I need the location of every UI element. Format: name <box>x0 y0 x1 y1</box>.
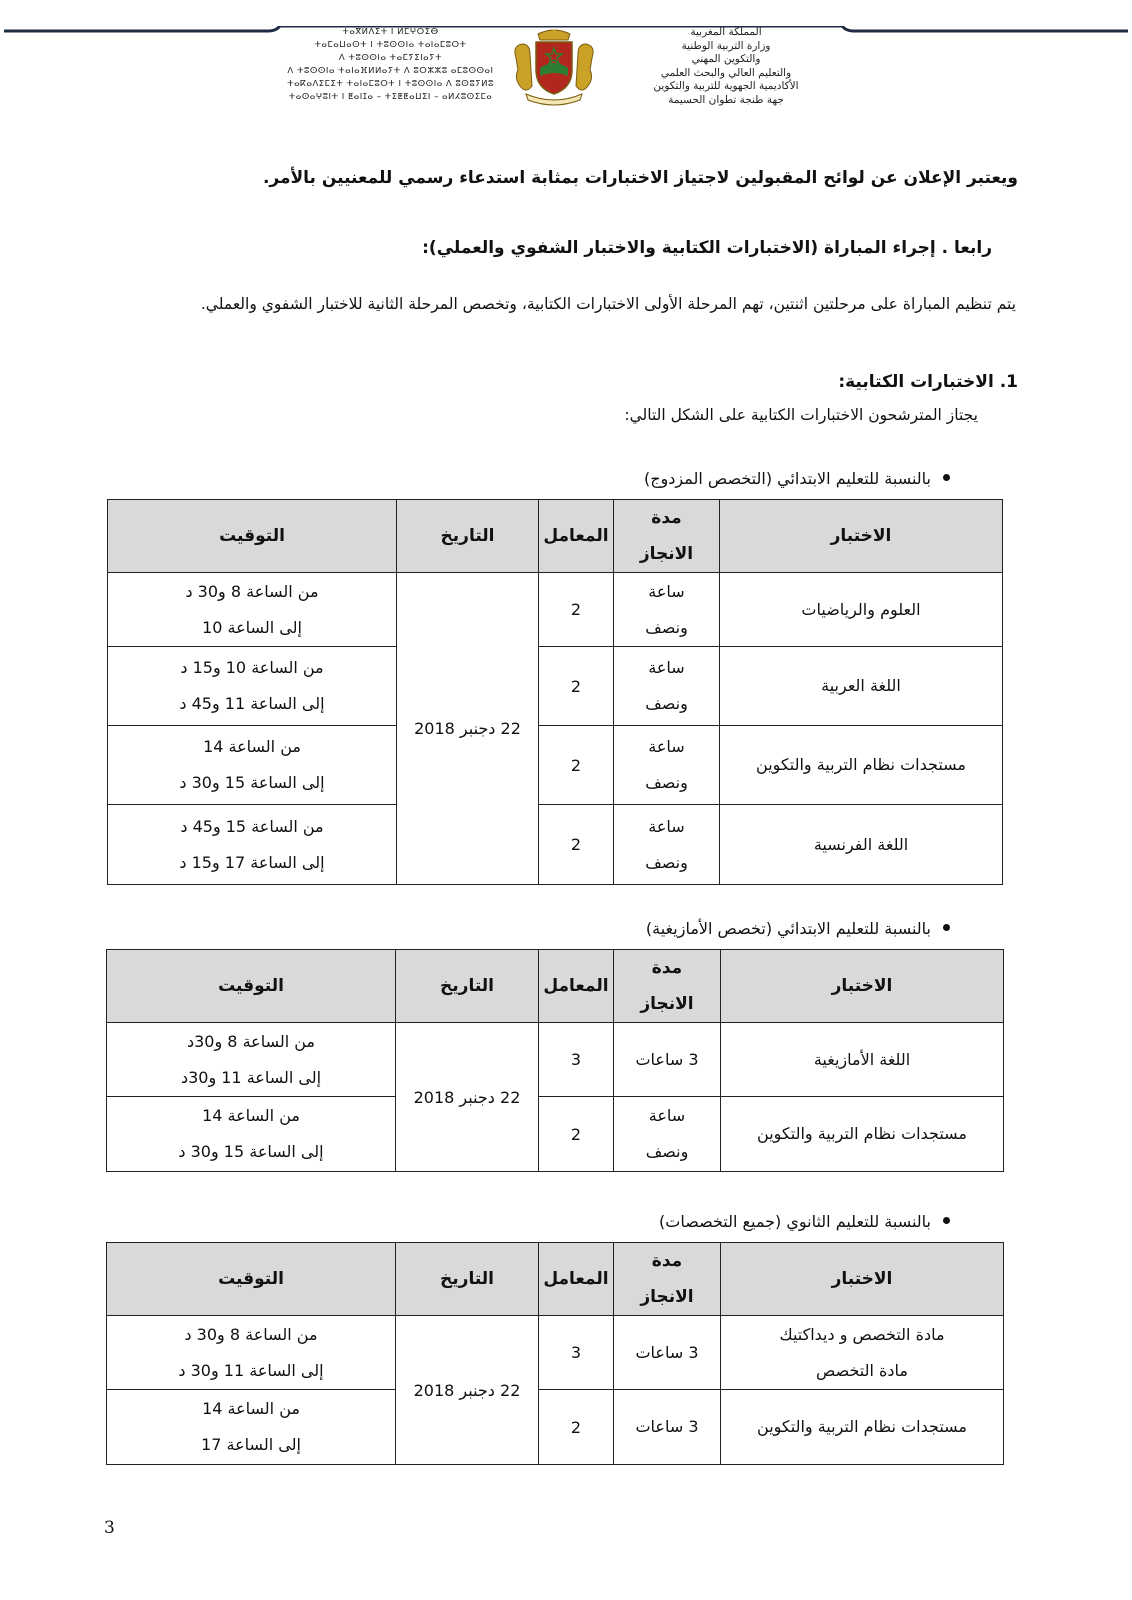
header-tifinagh-line: ⵜⴰⴳⵍⴷⵉⵜ ⵏ ⵍⵎⵖⵔⵉⴱ <box>342 27 439 37</box>
bullet-icon <box>943 474 950 481</box>
header-arabic-line: وزارة التربية الوطنية <box>681 39 771 52</box>
exam-table-primary-amazigh <box>106 949 1004 1172</box>
cell-duration: ساعة ونصف <box>614 805 720 885</box>
table-row <box>108 726 1003 805</box>
bullet-icon <box>943 1217 950 1224</box>
table-row <box>107 1316 1004 1390</box>
cell-coef: 2 <box>539 573 614 647</box>
header-tifinagh-block <box>278 26 503 104</box>
table-row <box>108 647 1003 726</box>
col-header-date: التاريخ <box>396 950 539 1023</box>
header-arabic-line: الأكاديمية الجهوية للتربية والتكوين <box>653 80 799 92</box>
table-3-title-text: بالنسبة للتعليم الثانوي (جميع التخصصات) <box>659 1212 931 1231</box>
cell-date: 22 دجنبر 2018 <box>397 573 539 885</box>
col-header-time: التوقيت <box>108 500 397 573</box>
header-tifinagh-line: ⵜⴰⴽⴰⴷⵉⵎⵉⵜ ⵜⴰⵏⴰⵎⵓⵔⵜ ⵏ ⵜⵓⵙⵙⵏⴰ ⴷ ⵓⵙⵓⵢⵍⵓ <box>287 79 494 89</box>
cell-time: من الساعة 14 إلى الساعة 15 و30 د <box>108 726 397 805</box>
cell-test: اللغة العربية <box>720 647 1003 726</box>
table-header-row <box>107 950 1004 1023</box>
table-row <box>107 1097 1004 1172</box>
header-arabic-line: جهة طنجة تطوان الحسيمة <box>668 93 784 106</box>
notice-paragraph: ويعتبر الإعلان عن لوائح المقبولين لاجتياز الاختبارات بمثابة استدعاء رسمي للمعنيين بالأمر. <box>262 168 1018 188</box>
cell-time: من الساعة 15 و45 د إلى الساعة 17 و15 د <box>108 805 397 885</box>
exam-table-secondary <box>106 1242 1004 1465</box>
subsection-intro: يجتاز المترشحون الاختبارات الكتابية على الشكل التالي: <box>624 406 978 424</box>
bullet-icon <box>943 924 950 931</box>
col-header-test: الاختبار <box>720 500 1003 573</box>
cell-duration: 3 ساعات <box>614 1316 721 1390</box>
cell-test: العلوم والرياضيات <box>720 573 1003 647</box>
header-tifinagh-line: ⴷ ⵜⵓⵙⵙⵏⴰ ⵜⴰⵏⴰⴼⵍⵍⴰⵢⵜ ⴷ ⵓⵔⵣⵣⵓ ⴰⵎⵓⵙⵙⴰⵏ <box>287 66 494 76</box>
col-header-duration: مدة الانجاز <box>614 950 721 1023</box>
header-arabic-line: والتعليم العالي والبحث العلمي <box>660 66 792 79</box>
cell-coef: 2 <box>539 1390 614 1465</box>
section-title: رابعا . إجراء المباراة (الاختبارات الكتابية والاختبار الشفوي والعملي): <box>422 238 992 258</box>
table-row <box>108 573 1003 647</box>
cell-duration: 3 ساعات <box>614 1390 721 1465</box>
table-2-title <box>646 919 950 938</box>
cell-coef: 2 <box>539 726 614 805</box>
cell-date: 22 دجنبر 2018 <box>396 1023 539 1172</box>
subsection-title: 1. الاختبارات الكتابية: <box>838 372 1018 392</box>
page-number: 3 <box>104 1518 115 1538</box>
header-arabic-block <box>605 26 847 107</box>
cell-time: من الساعة 8 و30 د إلى الساعة 11 و30 د <box>107 1316 396 1390</box>
table-row <box>108 805 1003 885</box>
cell-duration: ساعة ونصف <box>614 573 720 647</box>
exam-table-primary-dual <box>107 499 1003 885</box>
coat-of-arms-icon <box>508 28 600 106</box>
col-header-duration: مدة الانجاز <box>614 1243 721 1316</box>
header-tifinagh-line: ⵜⴰⵙⴰⵖⵓⵏⵜ ⵏ ⵟⴰⵏⵊⴰ – ⵜⵉⵟⵟⴰⵡⵉⵏ – ⴰⵍⵃⵓⵙⵉⵎⴰ <box>288 92 493 102</box>
table-header-row <box>108 500 1003 573</box>
table-2-title-text: بالنسبة للتعليم الابتدائي (تخصص الأمازيغية) <box>645 919 931 938</box>
cell-coef: 2 <box>539 805 614 885</box>
col-header-time: التوقيت <box>107 950 396 1023</box>
col-header-duration: مدة الانجاز <box>614 500 720 573</box>
col-header-coef: المعامل <box>539 500 614 573</box>
cell-date: 22 دجنبر 2018 <box>396 1316 539 1465</box>
table-row <box>107 1023 1004 1097</box>
header-arabic-line: والتكوين المهني <box>691 53 761 65</box>
cell-time: من الساعة 8 و30 د إلى الساعة 10 <box>108 573 397 647</box>
cell-duration: ساعة ونصف <box>614 647 720 726</box>
cell-test: مادة التخصص و ديداكتيك مادة التخصص <box>721 1316 1004 1390</box>
col-header-test: الاختبار <box>721 950 1004 1023</box>
cell-coef: 2 <box>539 1097 614 1172</box>
cell-test: مستجدات نظام التربية والتكوين <box>720 726 1003 805</box>
col-header-time: التوقيت <box>107 1243 396 1316</box>
cell-test: اللغة الأمازيغية <box>721 1023 1004 1097</box>
cell-test: اللغة الفرنسية <box>720 805 1003 885</box>
cell-test: مستجدات نظام التربية والتكوين <box>721 1097 1004 1172</box>
header-tifinagh-line: ⵜⴰⵎⴰⵡⴰⵙⵜ ⵏ ⵜⵓⵙⵙⵏⴰ ⵜⴰⵏⴰⵎⵓⵔⵜ <box>314 40 467 50</box>
header-tifinagh-line: ⴷ ⵜⵓⵙⵙⵏⴰ ⵜⴰⵎⵢⵉⵏⴰⵢⵜ <box>338 53 443 63</box>
section-body: يتم تنظيم المباراة على مرحلتين اثنتين، تهم المرحلة الأولى الاختبارات الكتابية، وتخصص المرحلة الثانية للاختبار الشفوي والعملي. <box>200 295 1016 313</box>
table-header-row <box>107 1243 1004 1316</box>
cell-time: من الساعة 10 و15 د إلى الساعة 11 و45 د <box>108 647 397 726</box>
col-header-coef: المعامل <box>539 1243 614 1316</box>
table-3-title <box>659 1212 950 1231</box>
cell-time: من الساعة 14 إلى الساعة 17 <box>107 1390 396 1465</box>
cell-duration: 3 ساعات <box>614 1023 721 1097</box>
cell-test: مستجدات نظام التربية والتكوين <box>721 1390 1004 1465</box>
header-arabic-line: المملكة المغربية <box>690 26 762 38</box>
cell-duration: ساعة ونصف <box>614 1097 721 1172</box>
col-header-date: التاريخ <box>396 1243 539 1316</box>
cell-coef: 2 <box>539 647 614 726</box>
col-header-coef: المعامل <box>539 950 614 1023</box>
cell-time: من الساعة 14 إلى الساعة 15 و30 د <box>107 1097 396 1172</box>
col-header-date: التاريخ <box>397 500 539 573</box>
table-1-title <box>644 469 950 488</box>
cell-coef: 3 <box>539 1023 614 1097</box>
col-header-test: الاختبار <box>721 1243 1004 1316</box>
table-row <box>107 1390 1004 1465</box>
cell-duration: ساعة ونصف <box>614 726 720 805</box>
cell-time: من الساعة 8 و30د إلى الساعة 11 و30د <box>107 1023 396 1097</box>
table-1-title-text: بالنسبة للتعليم الابتدائي (التخصص المزدوج) <box>643 469 931 488</box>
cell-coef: 3 <box>539 1316 614 1390</box>
